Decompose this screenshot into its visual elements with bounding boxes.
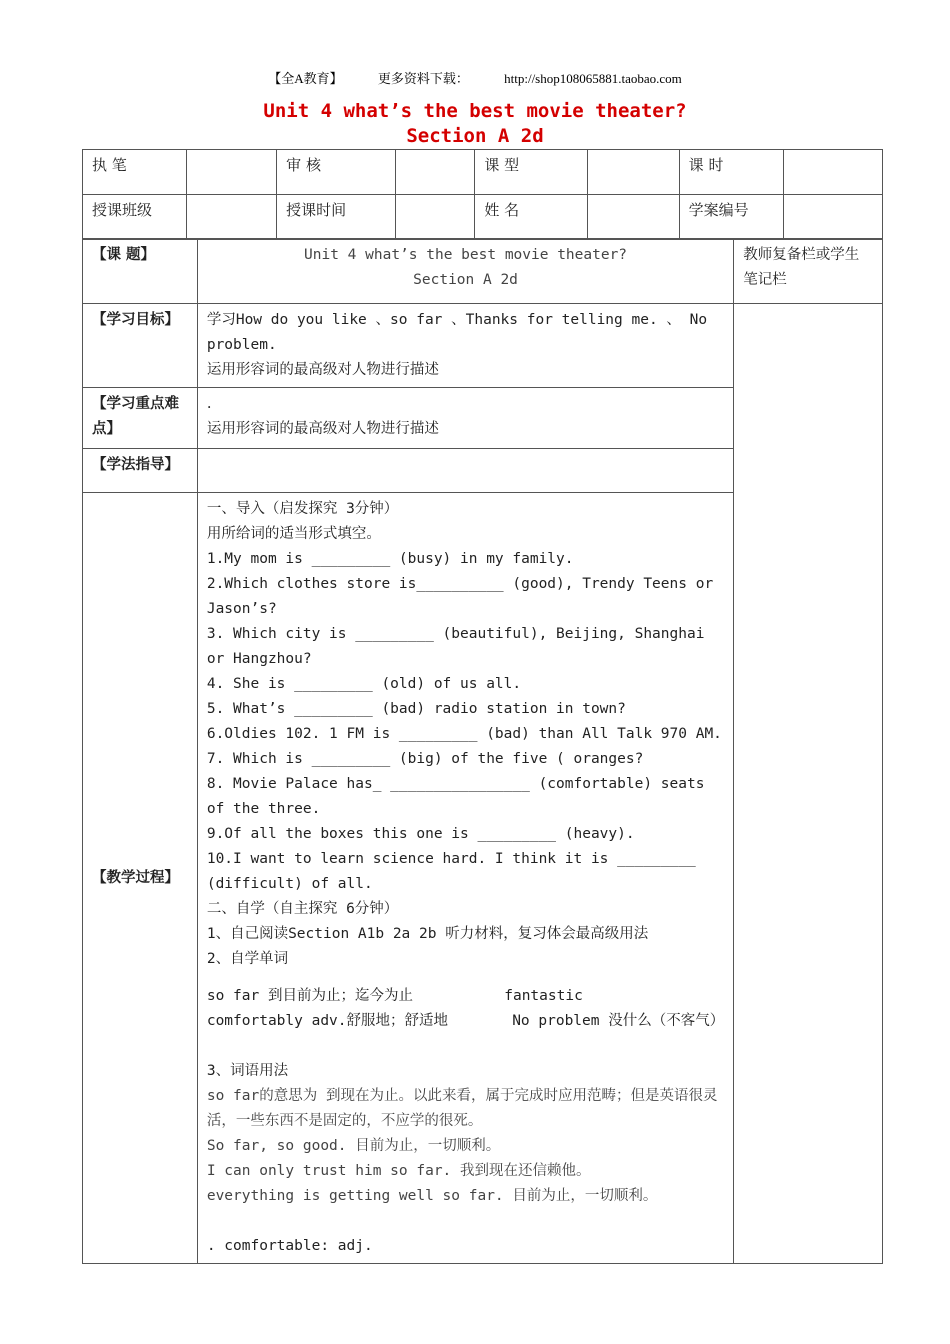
info-row bbox=[83, 150, 883, 195]
process-line: 9.Of all the boxes this one is _________ (heavy). bbox=[206, 826, 635, 842]
goals-row bbox=[83, 304, 883, 388]
comfortable-line: . comfortable: adj. bbox=[206, 1238, 373, 1254]
topic-content bbox=[197, 239, 733, 304]
page-header bbox=[0, 68, 950, 87]
topic-label: 【课 题】 bbox=[83, 239, 198, 304]
keypoints-label: 【学习重点难点】 bbox=[83, 388, 198, 449]
vocab-left: comfortably adv.舒服地；舒适地 bbox=[206, 1013, 449, 1029]
vocab-row bbox=[207, 1009, 724, 1034]
process-line: 6.Oldies 102. 1 FM is _________ (bad) than All Talk 970 AM. bbox=[206, 726, 722, 742]
vocab-row bbox=[207, 984, 724, 1009]
info-table bbox=[82, 149, 883, 240]
lesson-table bbox=[82, 238, 883, 1264]
process-line: 1、自己阅读Section A1b 2a 2b 听力材料，复习体会最高级用法 bbox=[206, 926, 649, 942]
keypoints-line: . bbox=[206, 396, 212, 412]
writer-label: 执 笔 bbox=[83, 150, 187, 195]
keypoints-content bbox=[197, 388, 733, 449]
spacer bbox=[207, 972, 724, 984]
reviewer-label: 审 核 bbox=[277, 150, 395, 195]
process-line: 2.Which clothes store is__________ (good), Trendy Teens or Jason’s? bbox=[206, 576, 714, 617]
usage-line: So far, so good. 目前为止，一切顺利。 bbox=[206, 1138, 501, 1154]
vocab-left: so far 到目前为止；迄今为止 bbox=[206, 988, 413, 1004]
goals-line: 学习How do you like 、so far 、Thanks for telling me. 、 No problem. bbox=[206, 312, 708, 353]
process-content bbox=[197, 493, 733, 1264]
goals-content bbox=[197, 304, 733, 388]
topic-line: Section A 2d bbox=[413, 272, 518, 288]
usage-line: I can only trust him so far. 我到现在还信赖他。 bbox=[206, 1163, 591, 1179]
plan-number-value bbox=[783, 195, 882, 240]
notes-column bbox=[734, 304, 883, 1264]
class-value bbox=[187, 195, 277, 240]
class-label: 授课班级 bbox=[83, 195, 187, 240]
method-label: 【学法指导】 bbox=[83, 449, 198, 493]
name-value bbox=[587, 195, 679, 240]
brand-label: 【全A教育】 bbox=[268, 71, 343, 86]
reviewer-value bbox=[395, 150, 475, 195]
goals-label: 【学习目标】 bbox=[83, 304, 198, 388]
goals-line: 运用形容词的最高级对人物进行描述 bbox=[206, 362, 439, 378]
name-label: 姓 名 bbox=[475, 195, 587, 240]
process-line: 7. Which is _________ (big) of the five ( oranges? bbox=[206, 751, 644, 767]
process-line: 3. Which city is _________ (beautiful), Beijing, Shanghai or Hangzhou? bbox=[206, 626, 705, 667]
page-subtitle: Section A 2d bbox=[406, 125, 544, 147]
download-label: 更多资料下载： bbox=[377, 71, 469, 86]
lesson-type-label: 课 型 bbox=[475, 150, 587, 195]
period-value bbox=[783, 150, 882, 195]
process-line: 5. What’s _________ (bad) radio station in town? bbox=[206, 701, 626, 717]
vocab-right: No problem 没什么（不客气） bbox=[512, 1013, 725, 1029]
process-label: 【教学过程】 bbox=[83, 493, 198, 1264]
process-line: 二、自学（自主探究 6分钟） bbox=[206, 901, 399, 917]
process-line: 8. Movie Palace has_ ________________ (comfortable) seats of the three. bbox=[206, 776, 705, 817]
process-line: 4. She is _________ (old) of us all. bbox=[206, 676, 522, 692]
usage-line: everything is getting well so far. 目前为止，一切顺利。 bbox=[206, 1188, 658, 1204]
usage-title: 3、词语用法 bbox=[206, 1063, 289, 1079]
usage-line: so far的意思为 到现在为止。以此来看，属于完成时应用范畴；但是英语很灵活，一些东西不是固定的，不应学的很死。 bbox=[206, 1088, 718, 1129]
process-line: 2、自学单词 bbox=[206, 951, 289, 967]
time-value bbox=[395, 195, 475, 240]
process-line: 10.I want to learn science hard. I think it is _________ (difficult) of all. bbox=[206, 851, 696, 892]
method-content bbox=[197, 449, 733, 493]
time-label: 授课时间 bbox=[277, 195, 395, 240]
notes-header: 教师复备栏或学生笔记栏 bbox=[734, 239, 883, 304]
lesson-type-value bbox=[587, 150, 679, 195]
process-line: 用所给词的适当形式填空。 bbox=[206, 526, 381, 542]
vocab-right: fantastic bbox=[504, 988, 583, 1004]
process-line: 1.My mom is _________ (busy) in my family. bbox=[206, 551, 574, 567]
spacer bbox=[207, 1034, 724, 1059]
topic-line: Unit 4 what’s the best movie theater? bbox=[304, 247, 628, 263]
info-row bbox=[83, 195, 883, 240]
page-title: Unit 4 what’s the best movie theater? bbox=[263, 100, 687, 122]
process-line: 一、导入（启发探究 3分钟） bbox=[206, 501, 399, 517]
spacer bbox=[207, 1209, 724, 1234]
keypoints-line: 运用形容词的最高级对人物进行描述 bbox=[206, 421, 439, 437]
plan-number-label: 学案编号 bbox=[679, 195, 783, 240]
topic-row bbox=[83, 239, 883, 304]
writer-value bbox=[187, 150, 277, 195]
period-label: 课 时 bbox=[679, 150, 783, 195]
shop-url[interactable]: http://shop108065881.taobao.com bbox=[504, 71, 682, 86]
